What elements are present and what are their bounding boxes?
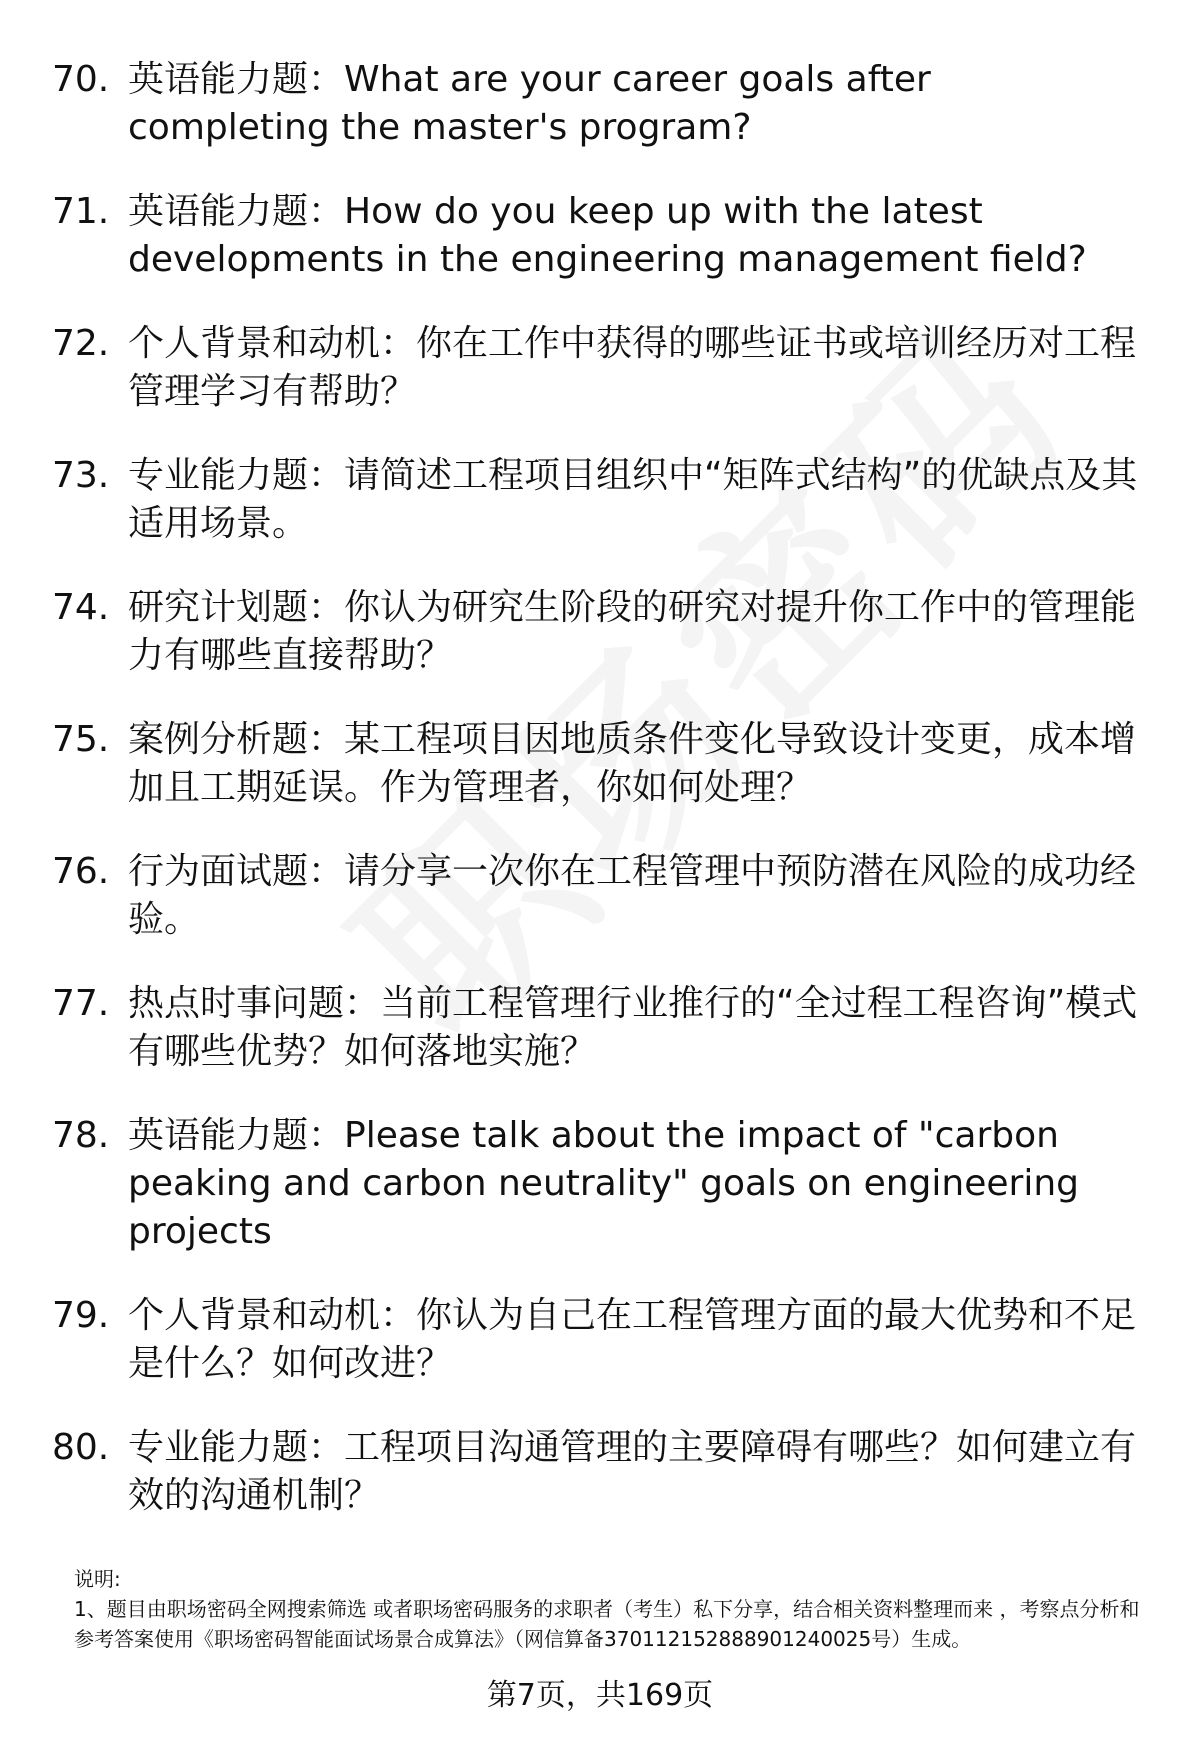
question-item: [52, 1424, 1152, 1520]
question-number: 77.: [52, 983, 110, 1024]
question-text: 个人背景和动机：你在工作中获得的哪些证书或培训经历对工程管理学习有帮助？: [128, 323, 1137, 412]
question-text: 热点时事问题：当前工程管理行业推行的“全过程工程咨询”模式有哪些优势？如何落地实施？: [128, 983, 1138, 1072]
question-text: 研究计划题：你认为研究生阶段的研究对提升你工作中的管理能力有哪些直接帮助？: [128, 587, 1137, 676]
question-text: 专业能力题：工程项目沟通管理的主要障碍有哪些？如何建立有效的沟通机制？: [128, 1427, 1137, 1516]
question-text: 案例分析题：某工程项目因地质条件变化导致设计变更，成本增加且工期延误。作为管理者，你如何处理？: [128, 719, 1137, 808]
question-text: 英语能力题：How do you keep up with the latest developments in the engineering management field?: [128, 191, 1087, 280]
question-number: 72.: [52, 323, 110, 364]
notes-line: 1、题目由职场密码全网搜索筛选 或者职场密码服务的求职者（考生）私下分享，结合相关资料整理而来 ，考察点分析和参考答案使用《职场密码智能面试场景合成算法》（网信算备370112152888901240025号）生成。: [74, 1597, 1140, 1651]
question-text: 行为面试题：请分享一次你在工程管理中预防潜在风险的成功经验。: [128, 851, 1137, 940]
question-text: 专业能力题：请简述工程项目组织中“矩阵式结构”的优缺点及其适用场景。: [128, 455, 1138, 544]
page-number: 第7页，共169页: [486, 1678, 714, 1713]
question-item: [52, 1112, 1152, 1256]
question-number: 75.: [52, 719, 110, 760]
notes-section: [74, 1564, 1154, 1654]
question-number: 73.: [52, 455, 110, 496]
question-number: 71.: [52, 191, 110, 232]
question-number: 78.: [52, 1115, 110, 1156]
question-item: [52, 188, 1152, 284]
question-number: 74.: [52, 587, 110, 628]
question-text: 个人背景和动机：你认为自己在工程管理方面的最大优势和不足是什么？如何改进？: [128, 1295, 1137, 1384]
question-item: [52, 320, 1152, 416]
notes-title: 说明:: [74, 1567, 121, 1591]
question-text: 英语能力题：Please talk about the impact of "carbon peaking and carbon neutrality" goals on engineering projects: [128, 1115, 1079, 1252]
question-item: [52, 980, 1152, 1076]
question-item: [52, 452, 1152, 548]
question-item: [52, 1292, 1152, 1388]
question-text: 英语能力题：What are your career goals after completing the master's program?: [128, 59, 931, 148]
question-list: [52, 56, 1152, 1556]
question-number: 79.: [52, 1295, 110, 1336]
question-item: [52, 584, 1152, 680]
question-number: 70.: [52, 59, 110, 100]
question-item: [52, 848, 1152, 944]
question-number: 76.: [52, 851, 110, 892]
question-item: [52, 716, 1152, 812]
question-number: 80.: [52, 1427, 110, 1468]
question-item: [52, 56, 1152, 152]
